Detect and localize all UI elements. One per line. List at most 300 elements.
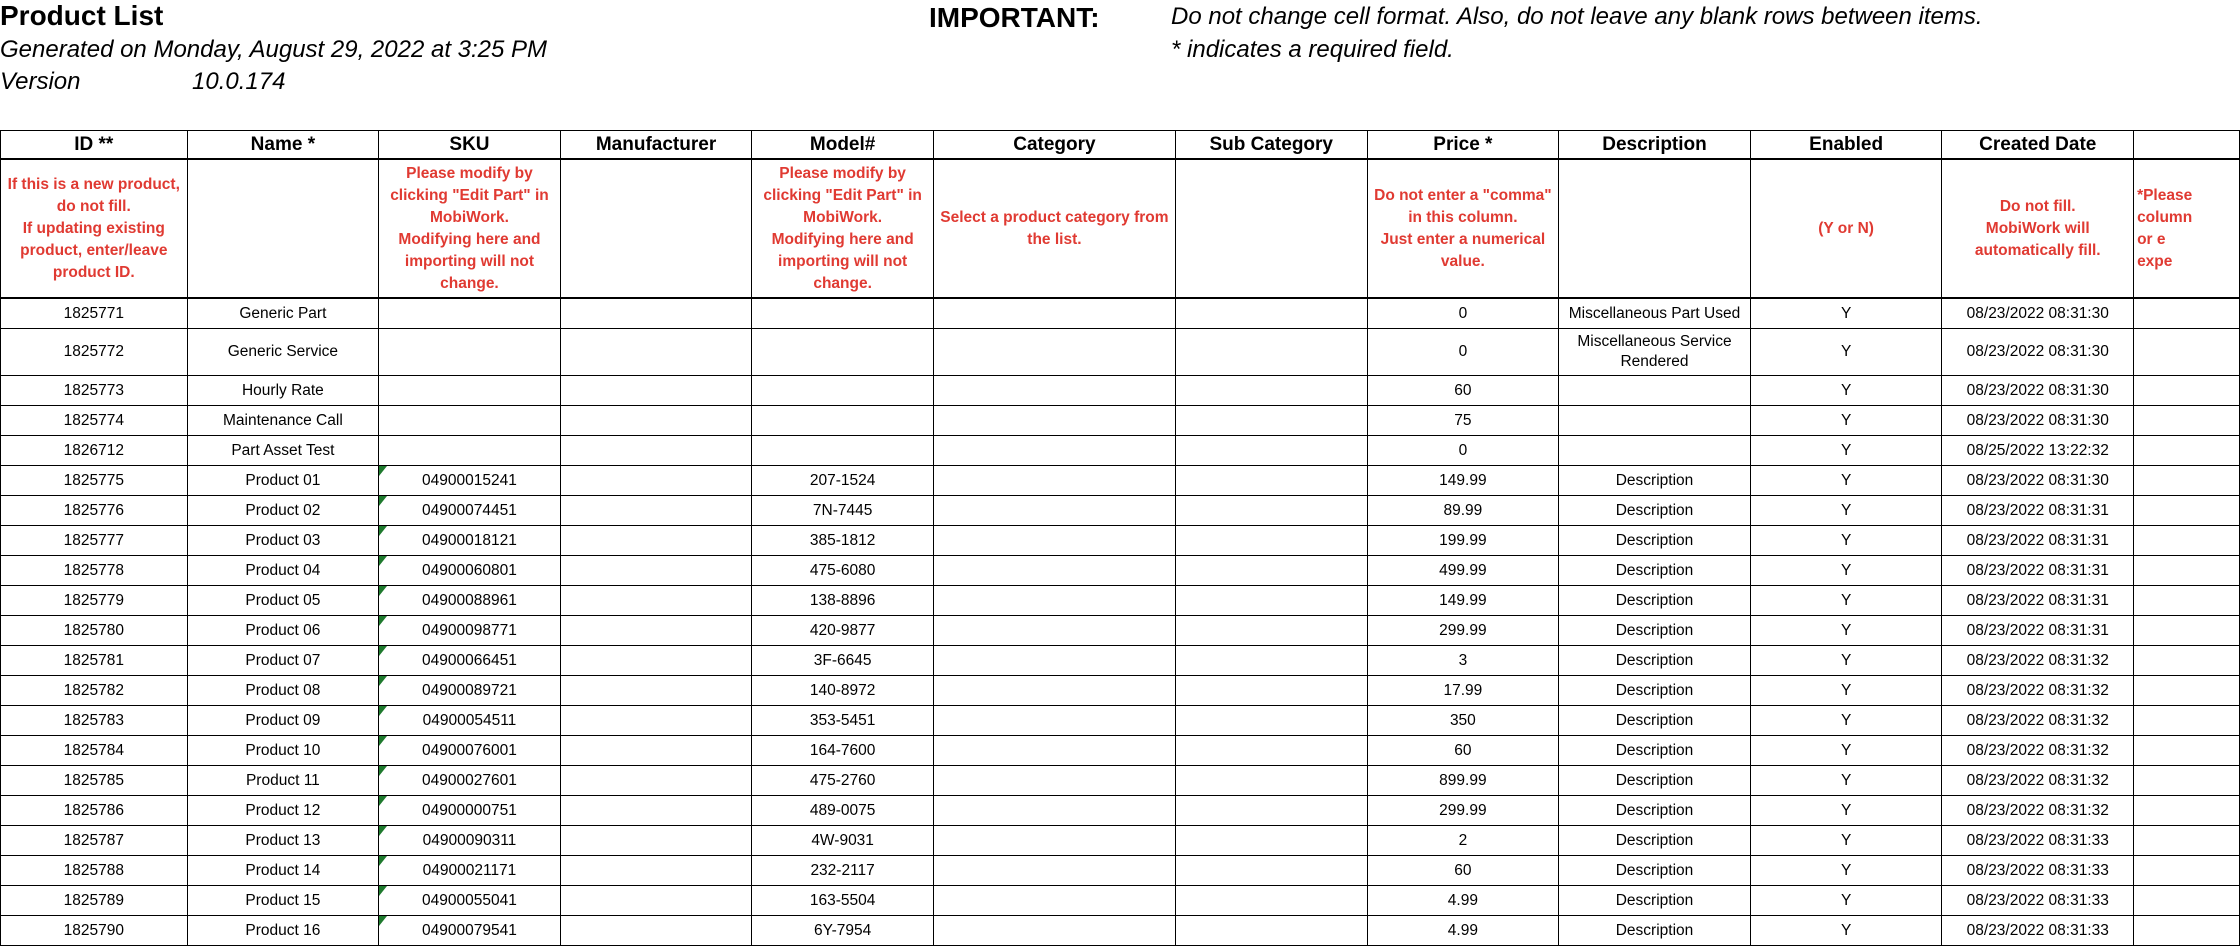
cell-model[interactable]: 385-1812 [752,526,934,556]
cell-manufacturer[interactable] [560,766,752,796]
cell-id[interactable]: 1825783 [1,706,188,736]
cell-model[interactable]: 475-2760 [752,766,934,796]
cell-sku[interactable]: 04900054511 [379,706,561,736]
cell-name[interactable]: Product 14 [187,856,379,886]
cell-sub-category[interactable] [1175,436,1367,466]
cell-enabled[interactable]: Y [1750,766,1942,796]
cell-enabled[interactable]: Y [1750,298,1942,329]
cell-model[interactable]: 420-9877 [752,616,934,646]
cell-price[interactable]: 17.99 [1367,676,1559,706]
cell-id[interactable]: 1825786 [1,796,188,826]
instruction-created-date[interactable]: Do not fill. MobiWork will automatically fill. [1942,159,2134,298]
cell-price[interactable]: 4.99 [1367,916,1559,946]
cell-enabled[interactable]: Y [1750,796,1942,826]
cell-notes[interactable] [2134,646,2240,676]
cell-sku[interactable]: 04900079541 [379,916,561,946]
cell-sku[interactable]: 04900027601 [379,766,561,796]
table-row [1,736,2240,766]
cell-category[interactable] [933,766,1175,796]
cell-created-date[interactable]: 08/23/2022 08:31:32 [1942,796,2134,826]
cell-sku[interactable] [379,406,561,436]
cell-notes[interactable] [2134,466,2240,496]
cell-sub-category[interactable] [1175,616,1367,646]
cell-enabled[interactable]: Y [1750,556,1942,586]
cell-description[interactable]: Description [1559,556,1751,586]
cell-description[interactable] [1559,436,1751,466]
cell-sku[interactable]: 04900021171 [379,856,561,886]
cell-category[interactable] [933,616,1175,646]
cell-name[interactable]: Product 01 [187,466,379,496]
cell-sku[interactable] [379,298,561,329]
cell-manufacturer[interactable] [560,586,752,616]
cell-enabled[interactable]: Y [1750,436,1942,466]
cell-description[interactable]: Description [1559,796,1751,826]
cell-manufacturer[interactable] [560,856,752,886]
cell-enabled[interactable]: Y [1750,646,1942,676]
cell-created-date[interactable]: 08/23/2022 08:31:30 [1942,376,2134,406]
cell-id[interactable]: 1825789 [1,886,188,916]
cell-category[interactable] [933,646,1175,676]
cell-description[interactable]: Description [1559,736,1751,766]
version-value: 10.0.174 [192,68,286,95]
cell-name[interactable]: Product 13 [187,826,379,856]
cell-created-date[interactable]: 08/23/2022 08:31:32 [1942,646,2134,676]
cell-model[interactable]: 353-5451 [752,706,934,736]
cell-name[interactable]: Generic Service [187,329,379,376]
cell-name[interactable]: Part Asset Test [187,436,379,466]
cell-manufacturer[interactable] [560,466,752,496]
cell-sub-category[interactable] [1175,586,1367,616]
instruction-name[interactable] [187,159,379,298]
cell-manufacturer[interactable] [560,646,752,676]
cell-manufacturer[interactable] [560,706,752,736]
cell-description[interactable]: Miscellaneous Part Used [1559,298,1751,329]
column-header-name[interactable]: Name * [187,131,379,160]
cell-manufacturer[interactable] [560,298,752,329]
cell-description[interactable] [1559,406,1751,436]
cell-model[interactable] [752,298,934,329]
cell-name[interactable]: Product 10 [187,736,379,766]
column-header-model[interactable]: Model# [752,131,934,160]
cell-sub-category[interactable] [1175,556,1367,586]
cell-model[interactable]: 3F-6645 [752,646,934,676]
cell-enabled[interactable]: Y [1750,736,1942,766]
cell-created-date[interactable]: 08/23/2022 08:31:32 [1942,736,2134,766]
cell-model[interactable] [752,376,934,406]
cell-price[interactable]: 199.99 [1367,526,1559,556]
instruction-sku[interactable]: Please modify by clicking "Edit Part" in MobiWork. Modifying here and importing will not change. [379,159,561,298]
cell-notes[interactable] [2134,436,2240,466]
cell-enabled[interactable]: Y [1750,856,1942,886]
important-label: IMPORTANT: [929,2,1100,33]
cell-price[interactable]: 299.99 [1367,796,1559,826]
cell-model[interactable]: 7N-7445 [752,496,934,526]
cell-sub-category[interactable] [1175,826,1367,856]
cell-id[interactable]: 1825781 [1,646,188,676]
cell-sub-category[interactable] [1175,329,1367,376]
instruction-sub-category[interactable] [1175,159,1367,298]
cell-price[interactable]: 350 [1367,706,1559,736]
instruction-enabled[interactable]: (Y or N) [1750,159,1942,298]
cell-name[interactable]: Product 16 [187,916,379,946]
cell-enabled[interactable]: Y [1750,586,1942,616]
cell-id[interactable]: 1825775 [1,466,188,496]
column-header-category[interactable]: Category [933,131,1175,160]
cell-id[interactable]: 1825777 [1,526,188,556]
cell-description[interactable]: Description [1559,706,1751,736]
cell-sku[interactable]: 04900090311 [379,826,561,856]
column-header-notes[interactable] [2134,131,2240,160]
cell-category[interactable] [933,826,1175,856]
cell-created-date[interactable]: 08/23/2022 08:31:33 [1942,856,2134,886]
cell-notes[interactable] [2134,886,2240,916]
cell-description[interactable]: Description [1559,496,1751,526]
cell-manufacturer[interactable] [560,796,752,826]
cell-created-date[interactable]: 08/23/2022 08:31:32 [1942,706,2134,736]
table-row [1,496,2240,526]
cell-sku[interactable] [379,329,561,376]
table-row [1,676,2240,706]
cell-sub-category[interactable] [1175,406,1367,436]
cell-model[interactable]: 4W-9031 [752,826,934,856]
cell-manufacturer[interactable] [560,826,752,856]
cell-category[interactable] [933,298,1175,329]
column-header-sub-category[interactable]: Sub Category [1175,131,1367,160]
cell-category[interactable] [933,526,1175,556]
cell-model[interactable]: 164-7600 [752,736,934,766]
cell-sub-category[interactable] [1175,676,1367,706]
cell-name[interactable]: Product 05 [187,586,379,616]
cell-created-date[interactable]: 08/23/2022 08:31:31 [1942,586,2134,616]
page-title: Product List [0,0,164,31]
cell-category[interactable] [933,466,1175,496]
cell-enabled[interactable]: Y [1750,376,1942,406]
cell-created-date[interactable]: 08/23/2022 08:31:31 [1942,496,2134,526]
cell-id[interactable]: 1825778 [1,556,188,586]
cell-id[interactable]: 1825784 [1,736,188,766]
cell-name[interactable]: Product 11 [187,766,379,796]
cell-notes[interactable] [2134,406,2240,436]
cell-category[interactable] [933,796,1175,826]
cell-manufacturer[interactable] [560,436,752,466]
cell-created-date[interactable]: 08/23/2022 08:31:33 [1942,886,2134,916]
cell-description[interactable]: Description [1559,856,1751,886]
cell-notes[interactable] [2134,556,2240,586]
cell-category[interactable] [933,736,1175,766]
cell-sku[interactable]: 04900018121 [379,526,561,556]
cell-sub-category[interactable] [1175,706,1367,736]
cell-notes[interactable] [2134,766,2240,796]
column-header-manufacturer[interactable]: Manufacturer [560,131,752,160]
cell-notes[interactable] [2134,916,2240,946]
instruction-id[interactable]: If this is a new product, do not fill. If updating existing product, enter/leave product ID. [1,159,188,298]
cell-notes[interactable] [2134,329,2240,376]
cell-notes[interactable] [2134,586,2240,616]
instruction-model[interactable]: Please modify by clicking "Edit Part" in MobiWork. Modifying here and importing will not change. [752,159,934,298]
cell-name[interactable]: Hourly Rate [187,376,379,406]
cell-model[interactable]: 489-0075 [752,796,934,826]
cell-price[interactable]: 60 [1367,736,1559,766]
cell-notes[interactable] [2134,856,2240,886]
cell-sub-category[interactable] [1175,376,1367,406]
table-row [1,796,2240,826]
cell-name[interactable]: Product 07 [187,646,379,676]
cell-price[interactable]: 0 [1367,329,1559,376]
cell-notes[interactable] [2134,676,2240,706]
cell-name[interactable]: Maintenance Call [187,406,379,436]
cell-manufacturer[interactable] [560,329,752,376]
cell-sub-category[interactable] [1175,796,1367,826]
cell-created-date[interactable]: 08/23/2022 08:31:31 [1942,616,2134,646]
cell-manufacturer[interactable] [560,406,752,436]
cell-manufacturer[interactable] [560,526,752,556]
instruction-price[interactable]: Do not enter a "comma" in this column. Just enter a numerical value. [1367,159,1559,298]
required-field-note: * indicates a required field. [1171,36,1454,63]
cell-sub-category[interactable] [1175,736,1367,766]
cell-description[interactable]: Miscellaneous Service Rendered [1559,329,1751,376]
cell-notes[interactable] [2134,376,2240,406]
cell-category[interactable] [933,856,1175,886]
cell-sku[interactable]: 04900055041 [379,886,561,916]
cell-manufacturer[interactable] [560,616,752,646]
generated-timestamp: Generated on Monday, August 29, 2022 at 3:25 PM [0,36,548,63]
cell-sub-category[interactable] [1175,886,1367,916]
cell-price[interactable]: 60 [1367,856,1559,886]
cell-sub-category[interactable] [1175,526,1367,556]
cell-description[interactable]: Description [1559,466,1751,496]
cell-price[interactable]: 0 [1367,298,1559,329]
cell-enabled[interactable]: Y [1750,676,1942,706]
cell-price[interactable]: 0 [1367,436,1559,466]
cell-created-date[interactable]: 08/23/2022 08:31:30 [1942,329,2134,376]
cell-created-date[interactable]: 08/23/2022 08:31:30 [1942,298,2134,329]
cell-enabled[interactable]: Y [1750,916,1942,946]
cell-created-date[interactable]: 08/23/2022 08:31:30 [1942,406,2134,436]
cell-price[interactable]: 2 [1367,826,1559,856]
product-table [0,130,2240,946]
format-note: Do not change cell format. Also, do not leave any blank rows between items. [1171,3,1983,30]
cell-notes[interactable] [2134,796,2240,826]
cell-category[interactable] [933,676,1175,706]
cell-category[interactable] [933,406,1175,436]
cell-enabled[interactable]: Y [1750,406,1942,436]
cell-id[interactable]: 1825790 [1,916,188,946]
cell-enabled[interactable]: Y [1750,826,1942,856]
cell-id[interactable]: 1825774 [1,406,188,436]
instruction-manufacturer[interactable] [560,159,752,298]
cell-name[interactable]: Product 12 [187,796,379,826]
column-header-description[interactable]: Description [1559,131,1751,160]
cell-notes[interactable] [2134,706,2240,736]
cell-category[interactable] [933,586,1175,616]
table-row [1,706,2240,736]
table-row [1,436,2240,466]
cell-sub-category[interactable] [1175,766,1367,796]
column-header-price[interactable]: Price * [1367,131,1559,160]
cell-sku[interactable] [379,376,561,406]
table-row [1,856,2240,886]
cell-model[interactable] [752,436,934,466]
column-header-row [1,131,2240,160]
cell-enabled[interactable]: Y [1750,329,1942,376]
cell-description[interactable]: Description [1559,826,1751,856]
instruction-description[interactable] [1559,159,1751,298]
cell-category[interactable] [933,556,1175,586]
cell-price[interactable]: 75 [1367,406,1559,436]
table-row [1,766,2240,796]
column-header-enabled[interactable]: Enabled [1750,131,1942,160]
cell-sub-category[interactable] [1175,298,1367,329]
cell-manufacturer[interactable] [560,916,752,946]
table-row [1,466,2240,496]
cell-id[interactable]: 1825780 [1,616,188,646]
column-header-id[interactable]: ID ** [1,131,188,160]
cell-name[interactable]: Product 03 [187,526,379,556]
cell-description[interactable]: Description [1559,676,1751,706]
cell-created-date[interactable]: 08/23/2022 08:31:31 [1942,556,2134,586]
cell-id[interactable]: 1825782 [1,676,188,706]
cell-model[interactable]: 140-8972 [752,676,934,706]
column-header-sku[interactable]: SKU [379,131,561,160]
cell-price[interactable]: 4.99 [1367,886,1559,916]
cell-category[interactable] [933,376,1175,406]
cell-category[interactable] [933,496,1175,526]
cell-enabled[interactable]: Y [1750,886,1942,916]
cell-model[interactable]: 475-6080 [752,556,934,586]
cell-model[interactable]: 207-1524 [752,466,934,496]
cell-name[interactable]: Product 06 [187,616,379,646]
column-header-created-date[interactable]: Created Date [1942,131,2134,160]
cell-model[interactable] [752,329,934,376]
cell-notes[interactable] [2134,496,2240,526]
instruction-row [1,159,2240,298]
cell-notes[interactable] [2134,616,2240,646]
cell-price[interactable]: 60 [1367,376,1559,406]
cell-created-date[interactable]: 08/23/2022 08:31:30 [1942,466,2134,496]
cell-created-date[interactable]: 08/23/2022 08:31:32 [1942,676,2134,706]
cell-category[interactable] [933,436,1175,466]
cell-price[interactable]: 149.99 [1367,586,1559,616]
cell-sub-category[interactable] [1175,916,1367,946]
cell-created-date[interactable]: 08/23/2022 08:31:32 [1942,766,2134,796]
cell-price[interactable]: 149.99 [1367,466,1559,496]
cell-enabled[interactable]: Y [1750,616,1942,646]
cell-description[interactable] [1559,376,1751,406]
cell-manufacturer[interactable] [560,376,752,406]
cell-category[interactable] [933,329,1175,376]
cell-sub-category[interactable] [1175,496,1367,526]
cell-enabled[interactable]: Y [1750,526,1942,556]
instruction-category[interactable]: Select a product category from the list. [933,159,1175,298]
cell-model[interactable]: 163-5504 [752,886,934,916]
cell-manufacturer[interactable] [560,556,752,586]
cell-price[interactable]: 299.99 [1367,616,1559,646]
cell-enabled[interactable]: Y [1750,466,1942,496]
cell-description[interactable]: Description [1559,616,1751,646]
cell-name[interactable]: Product 02 [187,496,379,526]
table-row [1,298,2240,329]
cell-sku[interactable]: 04900088961 [379,586,561,616]
cell-sku[interactable]: 04900000751 [379,796,561,826]
cell-model[interactable]: 138-8896 [752,586,934,616]
cell-name[interactable]: Product 08 [187,676,379,706]
cell-id[interactable]: 1826712 [1,436,188,466]
cell-id[interactable]: 1825773 [1,376,188,406]
cell-sub-category[interactable] [1175,646,1367,676]
cell-manufacturer[interactable] [560,676,752,706]
cell-notes[interactable] [2134,826,2240,856]
cell-description[interactable]: Description [1559,766,1751,796]
cell-model[interactable]: 6Y-7954 [752,916,934,946]
cell-sku[interactable]: 04900098771 [379,616,561,646]
cell-manufacturer[interactable] [560,886,752,916]
cell-name[interactable]: Product 15 [187,886,379,916]
cell-sku[interactable]: 04900076001 [379,736,561,766]
cell-created-date[interactable]: 08/23/2022 08:31:31 [1942,526,2134,556]
cell-manufacturer[interactable] [560,736,752,766]
cell-price[interactable]: 89.99 [1367,496,1559,526]
cell-id[interactable]: 1825787 [1,826,188,856]
cell-description[interactable]: Description [1559,526,1751,556]
table-row [1,826,2240,856]
cell-sku[interactable]: 04900074451 [379,496,561,526]
cell-description[interactable]: Description [1559,916,1751,946]
cell-model[interactable] [752,406,934,436]
cell-name[interactable]: Product 09 [187,706,379,736]
cell-category[interactable] [933,706,1175,736]
cell-created-date[interactable]: 08/23/2022 08:31:33 [1942,826,2134,856]
cell-sub-category[interactable] [1175,856,1367,886]
cell-sku[interactable]: 04900066451 [379,646,561,676]
cell-id[interactable]: 1825779 [1,586,188,616]
cell-notes[interactable] [2134,736,2240,766]
cell-id[interactable]: 1825788 [1,856,188,886]
table-row [1,586,2240,616]
cell-enabled[interactable]: Y [1750,496,1942,526]
table-row [1,886,2240,916]
cell-price[interactable]: 899.99 [1367,766,1559,796]
cell-id[interactable]: 1825771 [1,298,188,329]
cell-sku[interactable]: 04900015241 [379,466,561,496]
cell-name[interactable]: Generic Part [187,298,379,329]
cell-name[interactable]: Product 04 [187,556,379,586]
instruction-notes[interactable]: *Please column or e expe [2134,159,2240,298]
cell-notes[interactable] [2134,526,2240,556]
cell-id[interactable]: 1825772 [1,329,188,376]
cell-id[interactable]: 1825776 [1,496,188,526]
cell-sku[interactable] [379,436,561,466]
cell-sku[interactable]: 04900089721 [379,676,561,706]
cell-enabled[interactable]: Y [1750,706,1942,736]
cell-price[interactable]: 499.99 [1367,556,1559,586]
cell-category[interactable] [933,916,1175,946]
cell-model[interactable]: 232-2117 [752,856,934,886]
cell-created-date[interactable]: 08/25/2022 13:22:32 [1942,436,2134,466]
cell-price[interactable]: 3 [1367,646,1559,676]
cell-description[interactable]: Description [1559,646,1751,676]
cell-category[interactable] [933,886,1175,916]
cell-description[interactable]: Description [1559,586,1751,616]
cell-description[interactable]: Description [1559,886,1751,916]
table-row [1,329,2240,376]
cell-notes[interactable] [2134,298,2240,329]
cell-id[interactable]: 1825785 [1,766,188,796]
table-body [1,159,2240,946]
cell-sub-category[interactable] [1175,466,1367,496]
cell-manufacturer[interactable] [560,496,752,526]
cell-created-date[interactable]: 08/23/2022 08:31:33 [1942,916,2134,946]
cell-sku[interactable]: 04900060801 [379,556,561,586]
